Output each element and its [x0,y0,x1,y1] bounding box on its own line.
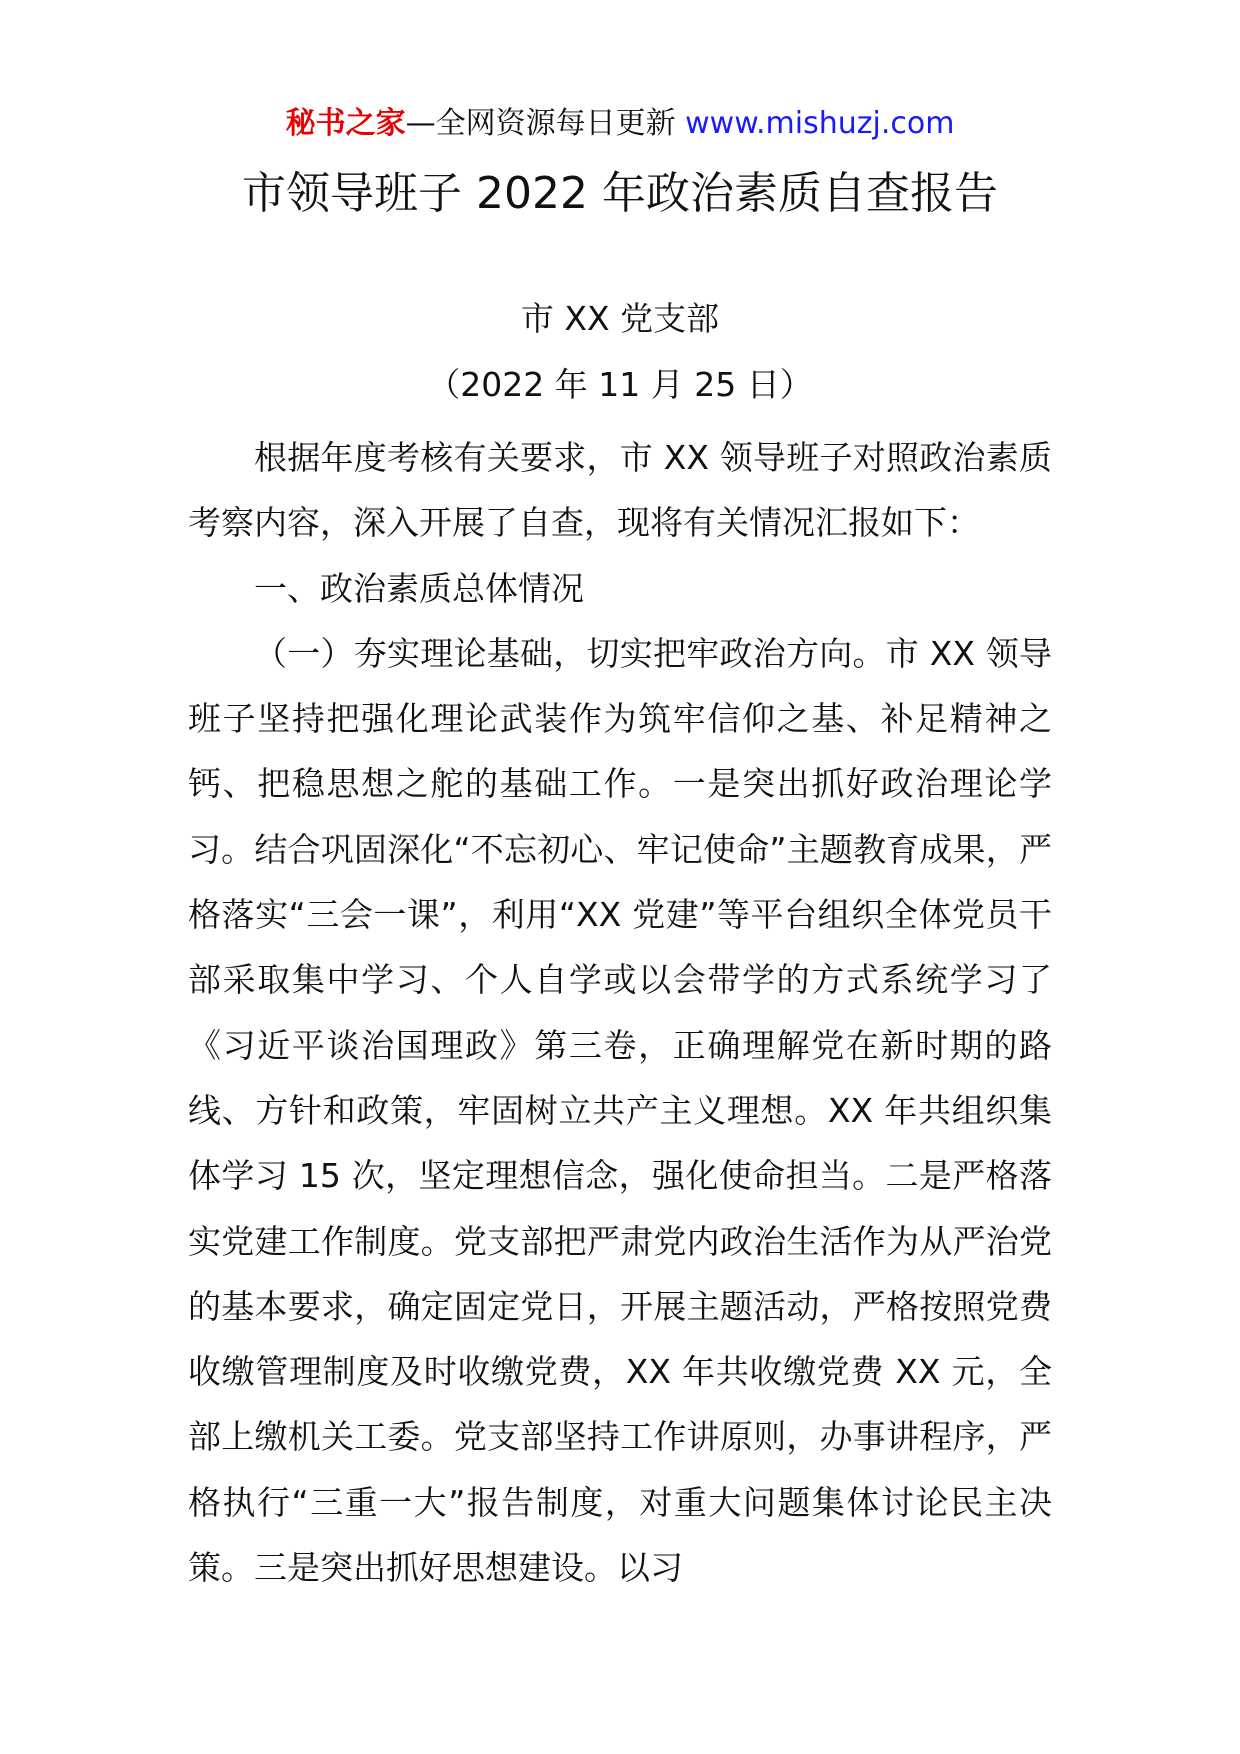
document-body [188,425,1052,1600]
banner-tagline: —全网资源每日更新 [405,106,686,141]
section-heading: 一、政治素质总体情况 [254,568,584,608]
site-banner [0,102,1240,146]
document-date: （2022 年 11 月 25 日） [427,365,813,404]
document-title: 市领导班子 2022 年政治素质自查报告 [242,168,998,219]
paragraph-section-1: （一）夯实理论基础，切实把牢政治方向。市 XX 领导班子坚持把强化理论武装作为筑牢信仰之基、补足精神之钙、把稳思想之舵的基础工作。一是突出抓好政治理论学习。结合巩固深化“不忘初心、牢记使命”主题教育成果，严格落实“三会一课”，利用“XX 党建”等平台组织全体党员干部采取集中学习、个人自学或以会带学的方式系统学习了《习近平谈治国理政》第三卷，正确理解党在新时期的路线、方针和政策，牢固树立共产主义理想。XX 年共组织集体学习 15 次，坚定理想信念，强化使命担当。二是严格落实党建工作制度。党支部把严肃党内政治生活作为从严治党的基本要求，确定固定党日，开展主题活动，严格按照党费收缴管理制度及时收缴党费，XX 年共收缴党费 XX 元，全部上缴机关工委。党支部坚持工作讲原则，办事讲程序，严格执行“三重一大”报告制度，对重大问题集体讨论民主决策。三是突出抓好思想建设。以习 [188,633,1052,1588]
paragraph-intro: 根据年度考核有关要求，市 XX 领导班子对照政治素质考察内容，深入开展了自查，现将有关情况汇报如下： [188,438,1052,543]
banner-brand: 秘书之家 [285,106,406,141]
banner-url-link[interactable]: www.mishuzj.com [685,106,955,141]
document-org: 市 XX 党支部 [520,299,720,338]
